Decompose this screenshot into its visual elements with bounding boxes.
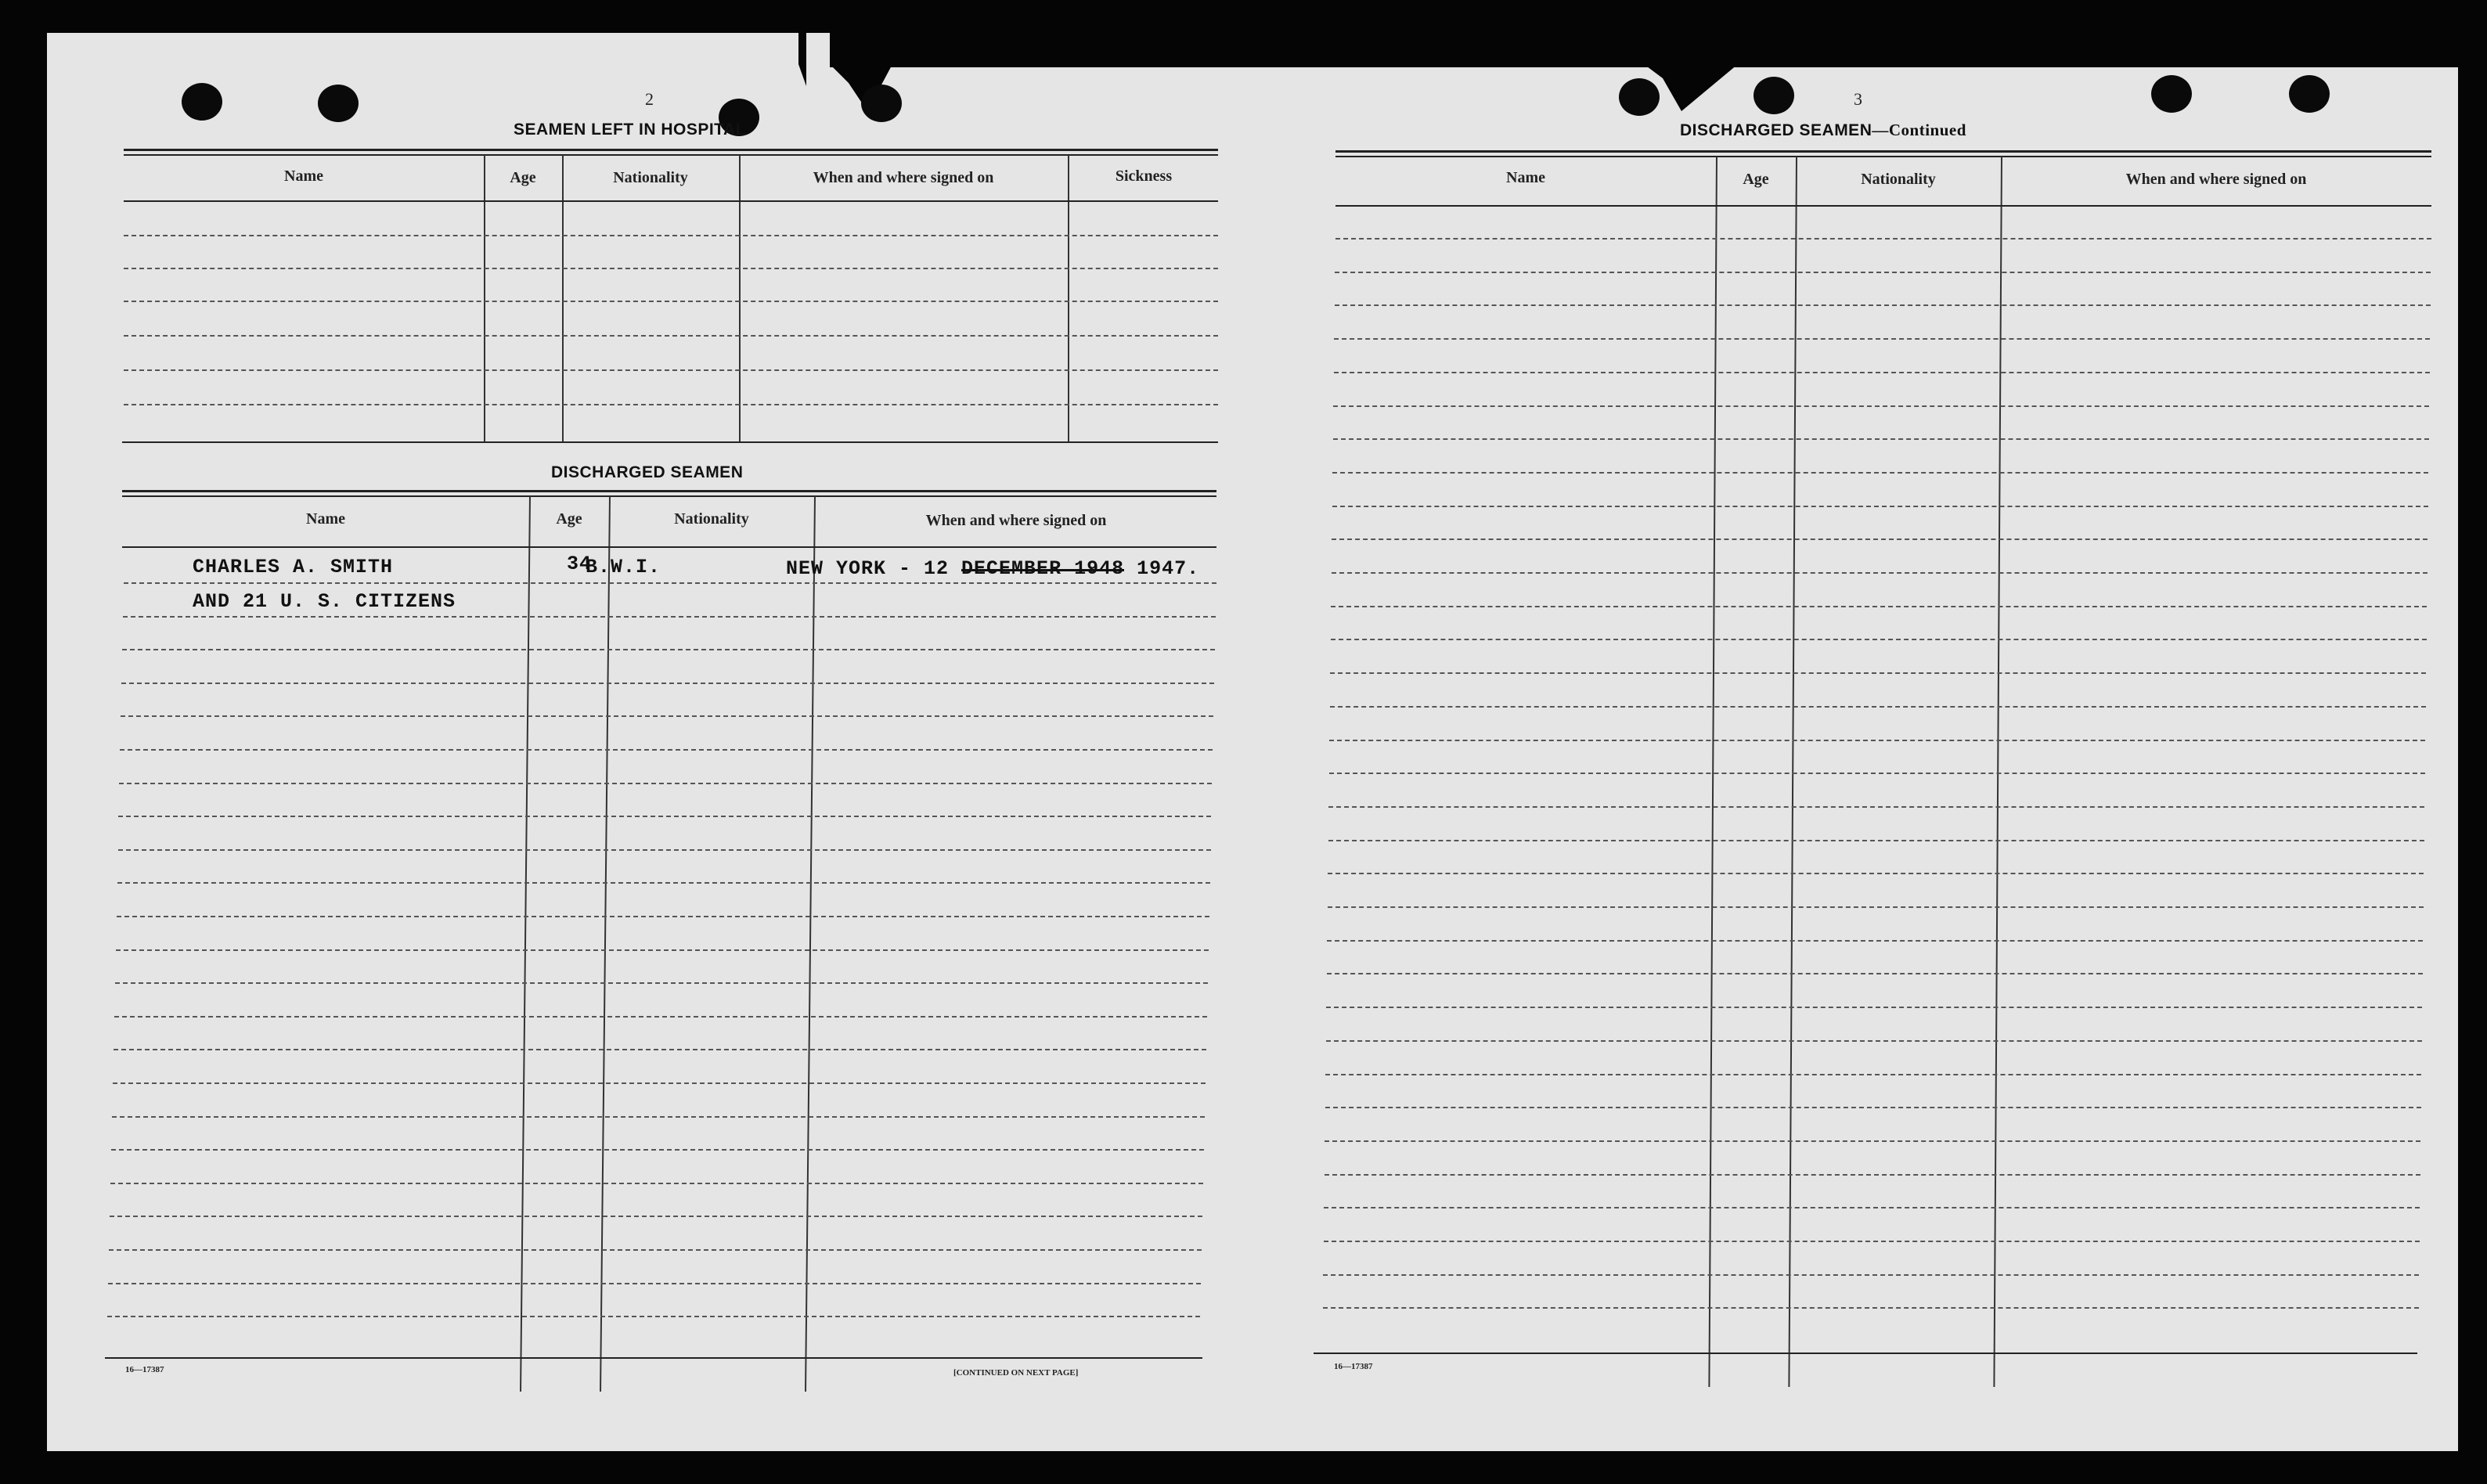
right-top-rule bbox=[1335, 150, 2431, 153]
hospital-top-rule bbox=[124, 149, 1218, 151]
discharged-divider bbox=[520, 496, 531, 1392]
punch-hole bbox=[2289, 75, 2330, 113]
hospital-row-line bbox=[124, 335, 1218, 337]
hospital-col-nationality: Nationality bbox=[613, 169, 688, 186]
seaman-name-line1: CHARLES A. SMITH bbox=[193, 556, 394, 578]
ruled-line bbox=[119, 783, 1212, 784]
ruled-line bbox=[1332, 506, 2428, 507]
hospital-section-title: SEAMEN LEFT IN HOSPITAL bbox=[514, 121, 746, 139]
form-number-left: 16—17387 bbox=[125, 1365, 164, 1374]
seaman-signed-on bbox=[786, 557, 1199, 580]
ruled-line bbox=[1327, 973, 2423, 974]
punch-hole bbox=[1619, 78, 1660, 116]
torn-edge-top bbox=[830, 31, 2458, 67]
ruled-line bbox=[1328, 873, 2424, 874]
ruled-line bbox=[1331, 606, 2427, 607]
hospital-divider bbox=[1068, 155, 1069, 443]
ruled-line bbox=[1324, 1207, 2420, 1208]
document-sheet bbox=[47, 33, 2458, 1451]
hospital-bottom-rule bbox=[122, 441, 1218, 443]
ruled-line bbox=[113, 1082, 1206, 1084]
discharged-header-rule bbox=[122, 546, 1216, 548]
right-top-rule-2 bbox=[1335, 156, 2431, 157]
page-number-right: 3 bbox=[1854, 89, 1862, 109]
ruled-line bbox=[1332, 472, 2428, 474]
hospital-row-line bbox=[124, 268, 1218, 269]
torn-edge-left bbox=[798, 31, 806, 86]
hospital-divider bbox=[739, 155, 741, 443]
ruled-line bbox=[1331, 639, 2427, 640]
right-col-age: Age bbox=[1743, 171, 1769, 188]
hospital-col-age: Age bbox=[510, 169, 536, 186]
ruled-line bbox=[1335, 238, 2431, 240]
hospital-divider bbox=[562, 155, 564, 443]
ruled-line bbox=[115, 982, 1208, 984]
continued-note: [CONTINUED ON NEXT PAGE] bbox=[953, 1368, 1079, 1378]
hospital-row-line bbox=[124, 404, 1218, 405]
title-suffix: —Continued bbox=[1872, 121, 1966, 139]
right-header-rule bbox=[1335, 205, 2431, 207]
hospital-header-rule bbox=[124, 200, 1218, 202]
ruled-line bbox=[120, 749, 1213, 751]
ruled-line bbox=[114, 1016, 1207, 1018]
seaman-name-line2: AND 21 U. S. CITIZENS bbox=[193, 590, 456, 613]
ruled-line bbox=[123, 616, 1216, 618]
ruled-line bbox=[117, 882, 1210, 884]
ruled-line bbox=[108, 1283, 1201, 1284]
discharged-col-nationality: Nationality bbox=[674, 510, 749, 528]
ruled-line bbox=[1330, 672, 2426, 674]
form-number-right: 16—17387 bbox=[1334, 1362, 1373, 1371]
ruled-line bbox=[1326, 1007, 2422, 1008]
ruled-line bbox=[117, 916, 1209, 917]
ruled-line bbox=[1335, 272, 2431, 273]
discharged-continued-title bbox=[1680, 121, 1966, 140]
ruled-line bbox=[107, 1316, 1200, 1317]
discharged-col-name: Name bbox=[306, 510, 345, 528]
signed-on-prefix: NEW YORK - 12 bbox=[786, 557, 962, 580]
ruled-line bbox=[116, 949, 1209, 951]
right-bottom-rule bbox=[1314, 1353, 2417, 1354]
right-col-signed-on: When and where signed on bbox=[2125, 171, 2307, 188]
ruled-line bbox=[1328, 906, 2424, 908]
seaman-nationality: B.W.I. bbox=[586, 556, 661, 578]
ruled-line bbox=[121, 683, 1214, 684]
ruled-line bbox=[1324, 1241, 2420, 1242]
ruled-line bbox=[111, 1149, 1204, 1151]
ruled-line bbox=[1333, 405, 2429, 407]
hospital-row-line bbox=[124, 369, 1218, 371]
ruled-line bbox=[1333, 438, 2429, 440]
discharged-section-title: DISCHARGED SEAMEN bbox=[551, 463, 744, 481]
discharged-col-age: Age bbox=[556, 510, 582, 528]
ruled-line bbox=[1332, 572, 2428, 574]
punch-hole bbox=[2151, 75, 2192, 113]
ruled-line bbox=[121, 715, 1213, 717]
discharged-divider bbox=[600, 496, 611, 1392]
punch-hole bbox=[318, 85, 359, 122]
ruled-line bbox=[1334, 338, 2430, 340]
ruled-line bbox=[122, 649, 1215, 650]
ruled-line bbox=[1325, 1140, 2420, 1142]
ruled-line bbox=[1325, 1107, 2421, 1108]
ruled-line bbox=[112, 1116, 1205, 1118]
ruled-line bbox=[1325, 1074, 2421, 1075]
hospital-row-line bbox=[124, 301, 1218, 302]
hospital-col-name: Name bbox=[284, 167, 323, 185]
hospital-col-sickness: Sickness bbox=[1115, 167, 1173, 185]
signed-on-struck: DECEMBER 1948 bbox=[961, 557, 1125, 580]
ruled-line bbox=[118, 849, 1211, 851]
ruled-line bbox=[109, 1249, 1202, 1251]
hospital-top-rule-2 bbox=[124, 154, 1218, 156]
right-divider bbox=[1788, 157, 1797, 1387]
hospital-row-line bbox=[124, 235, 1218, 236]
ruled-line bbox=[1334, 372, 2430, 373]
ruled-line bbox=[110, 1216, 1202, 1217]
discharged-divider bbox=[805, 496, 816, 1392]
signed-on-suffix: 1947. bbox=[1124, 557, 1200, 580]
discharged-bottom-rule bbox=[105, 1357, 1202, 1359]
ruled-line bbox=[114, 1049, 1206, 1050]
hospital-col-signed-on: When and where signed on bbox=[813, 169, 994, 186]
punch-hole bbox=[182, 83, 222, 121]
ruled-line bbox=[1323, 1274, 2419, 1276]
right-col-nationality: Nationality bbox=[1861, 171, 1936, 188]
ruled-line bbox=[1328, 806, 2424, 808]
hospital-divider bbox=[484, 155, 485, 443]
page-number-left: 2 bbox=[645, 89, 654, 109]
ruled-line bbox=[1325, 1174, 2420, 1176]
ruled-line bbox=[110, 1183, 1203, 1184]
discharged-top-rule-2 bbox=[122, 495, 1216, 497]
right-divider bbox=[1993, 157, 2002, 1387]
discharged-col-signed-on: When and where signed on bbox=[925, 512, 1107, 529]
ruled-line bbox=[1327, 940, 2423, 942]
discharged-top-rule bbox=[122, 490, 1216, 492]
title-main: DISCHARGED SEAMEN bbox=[1680, 121, 1872, 139]
punch-hole bbox=[1754, 77, 1794, 114]
ruled-line bbox=[1330, 706, 2426, 708]
right-divider bbox=[1708, 157, 1717, 1387]
seaman-age: 34 bbox=[566, 553, 592, 575]
ruled-line bbox=[1326, 1040, 2422, 1042]
ruled-line bbox=[1328, 840, 2424, 841]
right-col-name: Name bbox=[1506, 169, 1545, 186]
ruled-line bbox=[1332, 538, 2428, 540]
punch-hole bbox=[861, 85, 902, 122]
ruled-line bbox=[1335, 304, 2431, 306]
ruled-line bbox=[118, 816, 1211, 817]
ruled-line bbox=[124, 582, 1216, 584]
ruled-line bbox=[1329, 740, 2425, 741]
ruled-line bbox=[1323, 1307, 2419, 1309]
ruled-line bbox=[1329, 773, 2425, 774]
